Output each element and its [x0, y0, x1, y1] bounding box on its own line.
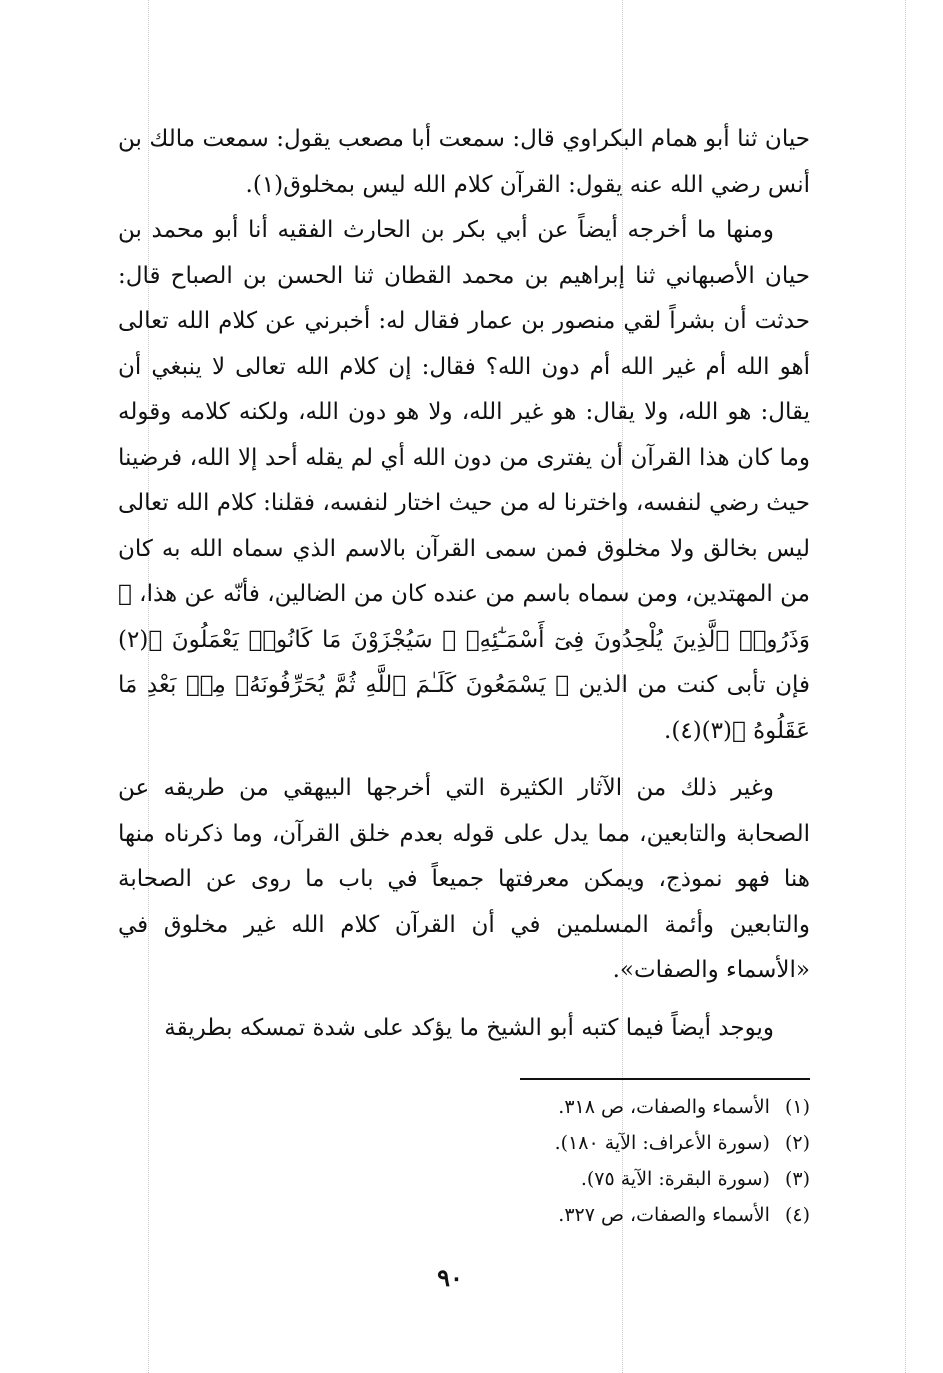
footnote-divider [520, 1078, 810, 1080]
footnote-number: (٤) [784, 1204, 810, 1226]
paragraph-3: وغير ذلك من الآثار الكثيرة التي أخرجها البيهقي من طريقه عن الصحابة والتابعين، مما يدل على قوله بعدم خلق القرآن، وما ذكرناه منها هنا فهو نموذج، ويمكن معرفتها جميعاً في باب ما روى عن الصحابة والتابعين وأئمة المسلمين في أن القرآن كلام الله غير مخلوق في «الأسماء والصفات». [118, 775, 810, 983]
footnote-number: (١) [784, 1096, 810, 1118]
footnotes [360, 1089, 810, 1233]
footnote-text: الأسماء والصفات، ص ٣٢٧. [558, 1204, 770, 1226]
footnote-1 [360, 1089, 810, 1125]
scan-artifact-line [905, 0, 906, 1373]
page-number: ٩٠ [437, 1263, 463, 1292]
footnote-2 [360, 1125, 810, 1161]
paragraph-1: حيان ثنا أبو همام البكراوي قال: سمعت أبا مصعب يقول: سمعت مالك بن أنس رضي الله عنه يقول: القرآن كلام الله ليس بمخلوق(١). [118, 126, 810, 198]
paragraph-2: ومنها ما أخرجه أيضاً عن أبي بكر بن الحارث الفقيه أنا أبو محمد بن حيان الأصبهاني ثنا إبراهيم بن محمد القطان ثنا الحسن بن الصباح قال: حدثت أن بشراً لقي منصور بن عمار فقال له: أخبرني عن كلام الله تعالى أهو الله أم غير الله أم دون الله؟ فقال: إن كلام الله تعالى لا ينبغي أن يقال: هو الله، ولا يقال: هو غير الله، ولا هو دون الله، ولكنه كلامه وقوله وما كان هذا القرآن أن يفترى من دون الله أي لم يقله أحد إلا الله، فرضينا حيث رضي لنفسه، واخترنا له من حيث اختار لنفسه، فقلنا: كلام الله تعالى ليس بخالق ولا مخلوق فمن سمى القرآن بالاسم الذي سماه الله به كان من المهتدين، ومن سماه باسم من عنده كان من الضالين، فأنّه عن هذا، ﴿ وَذَرُوا۟ ٱلَّذِينَ يُلْحِدُونَ فِىٓ أَسْمَـٰٓئِهِۦ ۚ سَيُجْزَوْنَ مَا كَانُوا۟ يَعْمَلُونَ ﴾(٢) فإن تأبى كنت من الذين ﴿ يَسْمَعُونَ كَلَـٰمَ ٱللَّهِ ثُمَّ يُحَرِّفُونَهُۥ مِنۢ بَعْدِ مَا عَقَلُوهُ ﴾(٣)(٤). [118, 217, 810, 744]
footnote-text: (سورة البقرة: الآية ٧٥). [580, 1168, 770, 1190]
footnote-number: (٢) [784, 1132, 810, 1154]
footnote-text: (سورة الأعراف: الآية ١٨٠). [554, 1132, 770, 1154]
footnote-text: الأسماء والصفات، ص ٣١٨. [558, 1096, 770, 1118]
footnote-number: (٣) [784, 1168, 810, 1190]
footnote-3 [360, 1161, 810, 1197]
main-text [118, 117, 810, 1051]
footnote-4 [360, 1197, 810, 1233]
paragraph-4: ويوجد أيضاً فيما كتبه أبو الشيخ ما يؤكد على شدة تمسكه بطريقة [164, 1014, 774, 1041]
